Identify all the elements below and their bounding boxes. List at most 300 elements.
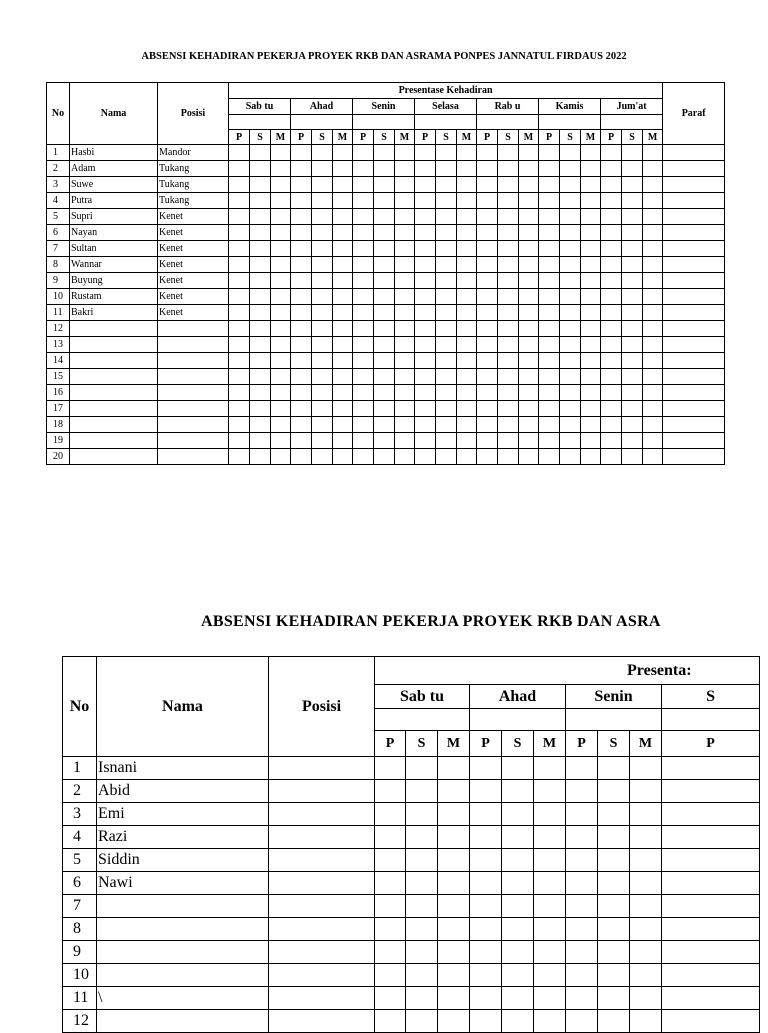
attendance-cell[interactable] — [477, 273, 498, 289]
attendance-cell[interactable] — [374, 449, 395, 465]
attendance-cell[interactable] — [519, 433, 539, 449]
attendance-cell[interactable] — [539, 289, 560, 305]
attendance-cell[interactable] — [312, 337, 333, 353]
attendance-cell[interactable] — [353, 449, 374, 465]
attendance-cell[interactable] — [630, 1010, 662, 1033]
attendance-cell[interactable] — [598, 803, 630, 826]
worker-name[interactable]: Abid — [97, 780, 269, 803]
attendance-cell[interactable] — [250, 401, 271, 417]
attendance-cell[interactable] — [250, 193, 271, 209]
attendance-cell[interactable] — [477, 385, 498, 401]
attendance-cell[interactable] — [229, 289, 250, 305]
attendance-cell[interactable] — [534, 826, 566, 849]
attendance-cell[interactable] — [436, 353, 457, 369]
attendance-cell[interactable] — [662, 757, 760, 780]
attendance-cell[interactable] — [560, 417, 581, 433]
paraf-cell[interactable] — [663, 241, 725, 257]
attendance-cell[interactable] — [534, 964, 566, 987]
worker-name[interactable] — [97, 941, 269, 964]
attendance-cell[interactable] — [498, 369, 519, 385]
attendance-cell[interactable] — [622, 177, 643, 193]
attendance-cell[interactable] — [229, 401, 250, 417]
attendance-cell[interactable] — [457, 273, 477, 289]
attendance-cell[interactable] — [333, 177, 353, 193]
attendance-cell[interactable] — [534, 780, 566, 803]
attendance-cell[interactable] — [406, 826, 438, 849]
attendance-cell[interactable] — [622, 161, 643, 177]
attendance-cell[interactable] — [581, 433, 601, 449]
attendance-cell[interactable] — [353, 177, 374, 193]
attendance-cell[interactable] — [477, 449, 498, 465]
attendance-cell[interactable] — [630, 803, 662, 826]
attendance-cell[interactable] — [581, 369, 601, 385]
attendance-cell[interactable] — [643, 337, 663, 353]
attendance-cell[interactable] — [438, 941, 470, 964]
attendance-cell[interactable] — [415, 385, 436, 401]
attendance-cell[interactable] — [539, 337, 560, 353]
attendance-cell[interactable] — [662, 803, 760, 826]
worker-position[interactable]: Kenet — [158, 241, 229, 257]
attendance-cell[interactable] — [353, 161, 374, 177]
attendance-cell[interactable] — [250, 161, 271, 177]
attendance-cell[interactable] — [622, 241, 643, 257]
attendance-cell[interactable] — [539, 273, 560, 289]
attendance-cell[interactable] — [622, 321, 643, 337]
attendance-cell[interactable] — [457, 257, 477, 273]
worker-position[interactable]: Kenet — [158, 305, 229, 321]
attendance-cell[interactable] — [436, 305, 457, 321]
attendance-cell[interactable] — [539, 161, 560, 177]
attendance-cell[interactable] — [477, 353, 498, 369]
attendance-cell[interactable] — [601, 161, 622, 177]
attendance-cell[interactable] — [519, 385, 539, 401]
paraf-cell[interactable] — [663, 369, 725, 385]
attendance-cell[interactable] — [333, 289, 353, 305]
attendance-cell[interactable] — [406, 757, 438, 780]
attendance-cell[interactable] — [333, 337, 353, 353]
worker-name[interactable]: Emi — [97, 803, 269, 826]
attendance-cell[interactable] — [333, 305, 353, 321]
worker-position[interactable] — [158, 337, 229, 353]
attendance-cell[interactable] — [534, 941, 566, 964]
attendance-cell[interactable] — [438, 964, 470, 987]
attendance-cell[interactable] — [353, 241, 374, 257]
paraf-cell[interactable] — [663, 417, 725, 433]
attendance-cell[interactable] — [560, 337, 581, 353]
attendance-cell[interactable] — [502, 849, 534, 872]
attendance-cell[interactable] — [415, 209, 436, 225]
attendance-cell[interactable] — [291, 353, 312, 369]
attendance-cell[interactable] — [353, 209, 374, 225]
attendance-cell[interactable] — [498, 433, 519, 449]
attendance-cell[interactable] — [375, 803, 406, 826]
attendance-cell[interactable] — [477, 161, 498, 177]
attendance-cell[interactable] — [415, 369, 436, 385]
worker-name[interactable] — [70, 401, 158, 417]
attendance-cell[interactable] — [271, 289, 291, 305]
attendance-cell[interactable] — [470, 1010, 502, 1033]
attendance-cell[interactable] — [353, 321, 374, 337]
attendance-cell[interactable] — [438, 757, 470, 780]
worker-name[interactable] — [70, 417, 158, 433]
attendance-cell[interactable] — [415, 145, 436, 161]
attendance-cell[interactable] — [643, 401, 663, 417]
attendance-cell[interactable] — [566, 941, 598, 964]
paraf-cell[interactable] — [663, 401, 725, 417]
worker-position[interactable] — [269, 757, 375, 780]
attendance-cell[interactable] — [353, 225, 374, 241]
attendance-cell[interactable] — [438, 780, 470, 803]
attendance-cell[interactable] — [566, 826, 598, 849]
worker-name[interactable] — [70, 433, 158, 449]
attendance-cell[interactable] — [395, 449, 415, 465]
attendance-cell[interactable] — [519, 417, 539, 433]
attendance-cell[interactable] — [291, 161, 312, 177]
attendance-cell[interactable] — [498, 273, 519, 289]
attendance-cell[interactable] — [560, 177, 581, 193]
attendance-cell[interactable] — [375, 826, 406, 849]
attendance-cell[interactable] — [436, 385, 457, 401]
attendance-cell[interactable] — [250, 177, 271, 193]
attendance-cell[interactable] — [566, 1010, 598, 1033]
attendance-cell[interactable] — [229, 145, 250, 161]
attendance-cell[interactable] — [374, 305, 395, 321]
attendance-cell[interactable] — [502, 757, 534, 780]
attendance-cell[interactable] — [539, 241, 560, 257]
attendance-cell[interactable] — [353, 305, 374, 321]
attendance-cell[interactable] — [291, 273, 312, 289]
attendance-cell[interactable] — [601, 401, 622, 417]
attendance-cell[interactable] — [662, 826, 760, 849]
worker-name[interactable]: Bakri — [70, 305, 158, 321]
attendance-cell[interactable] — [622, 273, 643, 289]
attendance-cell[interactable] — [643, 417, 663, 433]
attendance-cell[interactable] — [560, 145, 581, 161]
attendance-cell[interactable] — [457, 145, 477, 161]
attendance-cell[interactable] — [477, 257, 498, 273]
attendance-cell[interactable] — [539, 209, 560, 225]
worker-name[interactable] — [70, 353, 158, 369]
attendance-cell[interactable] — [312, 225, 333, 241]
attendance-cell[interactable] — [436, 161, 457, 177]
attendance-cell[interactable] — [581, 305, 601, 321]
attendance-cell[interactable] — [436, 433, 457, 449]
attendance-cell[interactable] — [622, 209, 643, 225]
attendance-cell[interactable] — [375, 941, 406, 964]
attendance-cell[interactable] — [477, 305, 498, 321]
attendance-cell[interactable] — [436, 369, 457, 385]
attendance-cell[interactable] — [250, 225, 271, 241]
attendance-cell[interactable] — [477, 193, 498, 209]
worker-position[interactable] — [158, 433, 229, 449]
paraf-cell[interactable] — [663, 225, 725, 241]
attendance-cell[interactable] — [353, 353, 374, 369]
attendance-cell[interactable] — [581, 161, 601, 177]
attendance-cell[interactable] — [395, 273, 415, 289]
attendance-cell[interactable] — [374, 161, 395, 177]
attendance-cell[interactable] — [539, 193, 560, 209]
attendance-cell[interactable] — [395, 177, 415, 193]
attendance-cell[interactable] — [622, 305, 643, 321]
worker-position[interactable] — [269, 872, 375, 895]
attendance-cell[interactable] — [519, 305, 539, 321]
attendance-cell[interactable] — [374, 353, 395, 369]
attendance-cell[interactable] — [229, 353, 250, 369]
worker-position[interactable] — [158, 353, 229, 369]
attendance-cell[interactable] — [436, 321, 457, 337]
attendance-cell[interactable] — [312, 305, 333, 321]
attendance-cell[interactable] — [566, 918, 598, 941]
attendance-cell[interactable] — [291, 449, 312, 465]
attendance-cell[interactable] — [415, 177, 436, 193]
attendance-cell[interactable] — [291, 385, 312, 401]
attendance-cell[interactable] — [519, 353, 539, 369]
attendance-cell[interactable] — [438, 826, 470, 849]
paraf-cell[interactable] — [663, 385, 725, 401]
attendance-cell[interactable] — [291, 321, 312, 337]
attendance-cell[interactable] — [630, 895, 662, 918]
attendance-cell[interactable] — [271, 353, 291, 369]
attendance-cell[interactable] — [630, 872, 662, 895]
attendance-cell[interactable] — [477, 177, 498, 193]
attendance-cell[interactable] — [395, 321, 415, 337]
attendance-cell[interactable] — [415, 257, 436, 273]
attendance-cell[interactable] — [601, 305, 622, 321]
attendance-cell[interactable] — [622, 353, 643, 369]
attendance-cell[interactable] — [519, 289, 539, 305]
attendance-cell[interactable] — [598, 941, 630, 964]
attendance-cell[interactable] — [519, 337, 539, 353]
attendance-cell[interactable] — [395, 369, 415, 385]
attendance-cell[interactable] — [415, 241, 436, 257]
attendance-cell[interactable] — [229, 369, 250, 385]
attendance-cell[interactable] — [229, 433, 250, 449]
attendance-cell[interactable] — [662, 780, 760, 803]
worker-position[interactable]: Kenet — [158, 257, 229, 273]
attendance-cell[interactable] — [566, 780, 598, 803]
worker-position[interactable]: Tukang — [158, 177, 229, 193]
attendance-cell[interactable] — [477, 401, 498, 417]
attendance-cell[interactable] — [395, 257, 415, 273]
attendance-cell[interactable] — [560, 257, 581, 273]
attendance-cell[interactable] — [598, 849, 630, 872]
attendance-cell[interactable] — [581, 385, 601, 401]
worker-position[interactable] — [269, 964, 375, 987]
attendance-cell[interactable] — [560, 321, 581, 337]
attendance-cell[interactable] — [581, 321, 601, 337]
attendance-cell[interactable] — [598, 964, 630, 987]
attendance-cell[interactable] — [601, 193, 622, 209]
attendance-cell[interactable] — [601, 369, 622, 385]
attendance-cell[interactable] — [457, 209, 477, 225]
attendance-cell[interactable] — [560, 369, 581, 385]
attendance-cell[interactable] — [333, 145, 353, 161]
attendance-cell[interactable] — [643, 353, 663, 369]
attendance-cell[interactable] — [539, 177, 560, 193]
worker-name[interactable]: Nawi — [97, 872, 269, 895]
attendance-cell[interactable] — [415, 417, 436, 433]
attendance-cell[interactable] — [436, 273, 457, 289]
attendance-cell[interactable] — [229, 321, 250, 337]
attendance-cell[interactable] — [539, 369, 560, 385]
attendance-cell[interactable] — [498, 177, 519, 193]
attendance-cell[interactable] — [534, 895, 566, 918]
attendance-cell[interactable] — [333, 401, 353, 417]
attendance-cell[interactable] — [581, 241, 601, 257]
attendance-cell[interactable] — [560, 241, 581, 257]
attendance-cell[interactable] — [643, 369, 663, 385]
attendance-cell[interactable] — [375, 895, 406, 918]
paraf-cell[interactable] — [663, 193, 725, 209]
attendance-cell[interactable] — [662, 1010, 760, 1033]
worker-name[interactable]: Nayan — [70, 225, 158, 241]
attendance-cell[interactable] — [250, 385, 271, 401]
attendance-cell[interactable] — [643, 161, 663, 177]
attendance-cell[interactable] — [470, 780, 502, 803]
attendance-cell[interactable] — [436, 145, 457, 161]
worker-position[interactable] — [158, 369, 229, 385]
worker-position[interactable]: Kenet — [158, 225, 229, 241]
attendance-cell[interactable] — [539, 353, 560, 369]
attendance-cell[interactable] — [374, 273, 395, 289]
attendance-cell[interactable] — [271, 161, 291, 177]
attendance-cell[interactable] — [271, 209, 291, 225]
worker-name[interactable]: Isnani — [97, 757, 269, 780]
attendance-cell[interactable] — [601, 273, 622, 289]
attendance-cell[interactable] — [312, 177, 333, 193]
attendance-cell[interactable] — [333, 369, 353, 385]
attendance-cell[interactable] — [333, 209, 353, 225]
attendance-cell[interactable] — [374, 225, 395, 241]
attendance-cell[interactable] — [519, 161, 539, 177]
attendance-cell[interactable] — [406, 918, 438, 941]
attendance-cell[interactable] — [581, 289, 601, 305]
attendance-cell[interactable] — [662, 895, 760, 918]
attendance-cell[interactable] — [312, 433, 333, 449]
worker-name[interactable] — [97, 1010, 269, 1033]
attendance-cell[interactable] — [598, 1010, 630, 1033]
attendance-cell[interactable] — [643, 257, 663, 273]
attendance-cell[interactable] — [601, 241, 622, 257]
worker-name[interactable] — [70, 337, 158, 353]
attendance-cell[interactable] — [438, 895, 470, 918]
attendance-cell[interactable] — [250, 257, 271, 273]
attendance-cell[interactable] — [566, 987, 598, 1010]
attendance-cell[interactable] — [502, 826, 534, 849]
attendance-cell[interactable] — [498, 385, 519, 401]
worker-name[interactable] — [70, 385, 158, 401]
attendance-cell[interactable] — [560, 401, 581, 417]
attendance-cell[interactable] — [395, 417, 415, 433]
attendance-cell[interactable] — [271, 177, 291, 193]
attendance-cell[interactable] — [581, 449, 601, 465]
attendance-cell[interactable] — [395, 161, 415, 177]
attendance-cell[interactable] — [333, 449, 353, 465]
attendance-cell[interactable] — [353, 193, 374, 209]
attendance-cell[interactable] — [250, 289, 271, 305]
attendance-cell[interactable] — [622, 289, 643, 305]
attendance-cell[interactable] — [415, 401, 436, 417]
attendance-cell[interactable] — [477, 321, 498, 337]
worker-name[interactable] — [70, 321, 158, 337]
attendance-cell[interactable] — [457, 353, 477, 369]
attendance-cell[interactable] — [539, 417, 560, 433]
attendance-cell[interactable] — [333, 353, 353, 369]
attendance-cell[interactable] — [375, 849, 406, 872]
paraf-cell[interactable] — [663, 433, 725, 449]
attendance-cell[interactable] — [312, 241, 333, 257]
worker-position[interactable] — [158, 385, 229, 401]
paraf-cell[interactable] — [663, 353, 725, 369]
attendance-cell[interactable] — [498, 161, 519, 177]
worker-name[interactable]: Adam — [70, 161, 158, 177]
attendance-cell[interactable] — [333, 257, 353, 273]
worker-position[interactable] — [269, 941, 375, 964]
attendance-cell[interactable] — [498, 401, 519, 417]
attendance-cell[interactable] — [353, 289, 374, 305]
attendance-cell[interactable] — [271, 321, 291, 337]
attendance-cell[interactable] — [539, 257, 560, 273]
attendance-cell[interactable] — [406, 964, 438, 987]
paraf-cell[interactable] — [663, 305, 725, 321]
attendance-cell[interactable] — [498, 305, 519, 321]
attendance-cell[interactable] — [498, 145, 519, 161]
attendance-cell[interactable] — [539, 305, 560, 321]
attendance-cell[interactable] — [436, 177, 457, 193]
worker-position[interactable] — [269, 849, 375, 872]
attendance-cell[interactable] — [581, 145, 601, 161]
attendance-cell[interactable] — [250, 305, 271, 321]
attendance-cell[interactable] — [395, 385, 415, 401]
attendance-cell[interactable] — [477, 209, 498, 225]
attendance-cell[interactable] — [581, 209, 601, 225]
worker-name[interactable]: Rustam — [70, 289, 158, 305]
attendance-cell[interactable] — [271, 449, 291, 465]
attendance-cell[interactable] — [395, 225, 415, 241]
attendance-cell[interactable] — [519, 449, 539, 465]
attendance-cell[interactable] — [470, 918, 502, 941]
attendance-cell[interactable] — [498, 449, 519, 465]
attendance-cell[interactable] — [406, 1010, 438, 1033]
attendance-cell[interactable] — [333, 417, 353, 433]
attendance-cell[interactable] — [560, 289, 581, 305]
attendance-cell[interactable] — [622, 385, 643, 401]
attendance-cell[interactable] — [291, 257, 312, 273]
attendance-cell[interactable] — [271, 337, 291, 353]
attendance-cell[interactable] — [333, 193, 353, 209]
attendance-cell[interactable] — [406, 803, 438, 826]
attendance-cell[interactable] — [229, 305, 250, 321]
attendance-cell[interactable] — [415, 433, 436, 449]
attendance-cell[interactable] — [534, 918, 566, 941]
worker-name[interactable] — [97, 918, 269, 941]
worker-name[interactable] — [97, 895, 269, 918]
attendance-cell[interactable] — [375, 964, 406, 987]
attendance-cell[interactable] — [229, 209, 250, 225]
attendance-cell[interactable] — [250, 209, 271, 225]
attendance-cell[interactable] — [436, 209, 457, 225]
attendance-cell[interactable] — [375, 987, 406, 1010]
attendance-cell[interactable] — [502, 803, 534, 826]
attendance-cell[interactable] — [502, 895, 534, 918]
worker-name[interactable]: Putra — [70, 193, 158, 209]
worker-name[interactable] — [70, 369, 158, 385]
attendance-cell[interactable] — [375, 757, 406, 780]
attendance-cell[interactable] — [498, 209, 519, 225]
attendance-cell[interactable] — [291, 305, 312, 321]
attendance-cell[interactable] — [353, 337, 374, 353]
attendance-cell[interactable] — [250, 433, 271, 449]
